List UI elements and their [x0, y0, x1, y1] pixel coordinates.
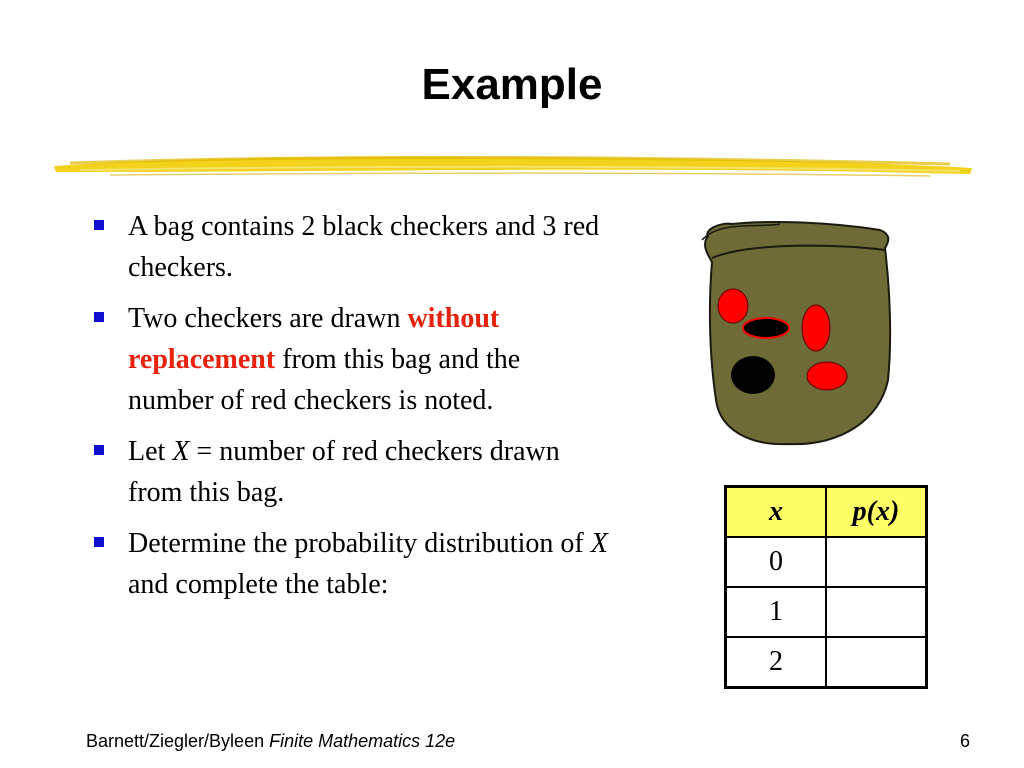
bag-of-checkers-illustration — [680, 200, 902, 450]
bullet-item-determine — [92, 523, 612, 605]
footer-authors: Barnett/Ziegler/Byleen — [86, 731, 270, 751]
black-checker — [743, 318, 789, 338]
cell-px[interactable] — [826, 537, 927, 587]
square-bullet-icon — [94, 537, 104, 547]
square-bullet-icon — [94, 220, 104, 230]
header-px: p(x) — [826, 487, 927, 538]
cell-px[interactable] — [826, 637, 927, 688]
red-checker — [718, 289, 748, 323]
bullet-text-post: and complete the table: — [128, 569, 389, 600]
square-bullet-icon — [94, 445, 104, 455]
decorative-brush-stroke — [50, 148, 976, 182]
cell-px[interactable] — [826, 587, 927, 637]
variable-x: X — [590, 528, 608, 559]
black-checker — [731, 356, 775, 394]
square-bullet-icon — [94, 312, 104, 322]
bullet-text-pre: Let — [128, 436, 173, 467]
bullet-text-pre: Two checkers are drawn — [128, 303, 408, 334]
table-row — [726, 537, 927, 587]
table-header-row — [726, 487, 927, 538]
cell-x: 2 — [726, 637, 827, 688]
emphasis-without: without — [407, 303, 500, 334]
bullet-text-post: = number of red checkers drawn from this bag. — [128, 436, 560, 508]
cell-x: 0 — [726, 537, 827, 587]
bullet-item-drawing — [92, 298, 612, 421]
red-checker — [807, 362, 847, 390]
bullet-list — [92, 206, 612, 615]
footer-book-title: Finite Mathematics 12e — [269, 731, 456, 751]
bullet-item-bag-contents — [92, 206, 612, 288]
bullet-text-post: from this bag and the number of red checkers is noted. — [128, 344, 521, 416]
bullet-text: A bag contains 2 black checkers and 3 red checkers. — [128, 211, 600, 283]
bag-body — [705, 222, 890, 444]
table-row — [726, 587, 927, 637]
header-x: x — [726, 487, 827, 538]
cell-x: 1 — [726, 587, 827, 637]
footer-citation — [86, 731, 455, 752]
emphasis-replacement: replacement — [128, 344, 276, 375]
variable-x: X — [172, 436, 190, 467]
bullet-text-pre: Determine the probability distribution of — [128, 528, 591, 559]
slide-title: Example — [421, 60, 603, 109]
bullet-item-random-variable — [92, 431, 612, 513]
red-checker — [802, 305, 830, 351]
probability-table — [724, 485, 928, 689]
table-row — [726, 637, 927, 688]
page-number: 6 — [959, 731, 970, 751]
